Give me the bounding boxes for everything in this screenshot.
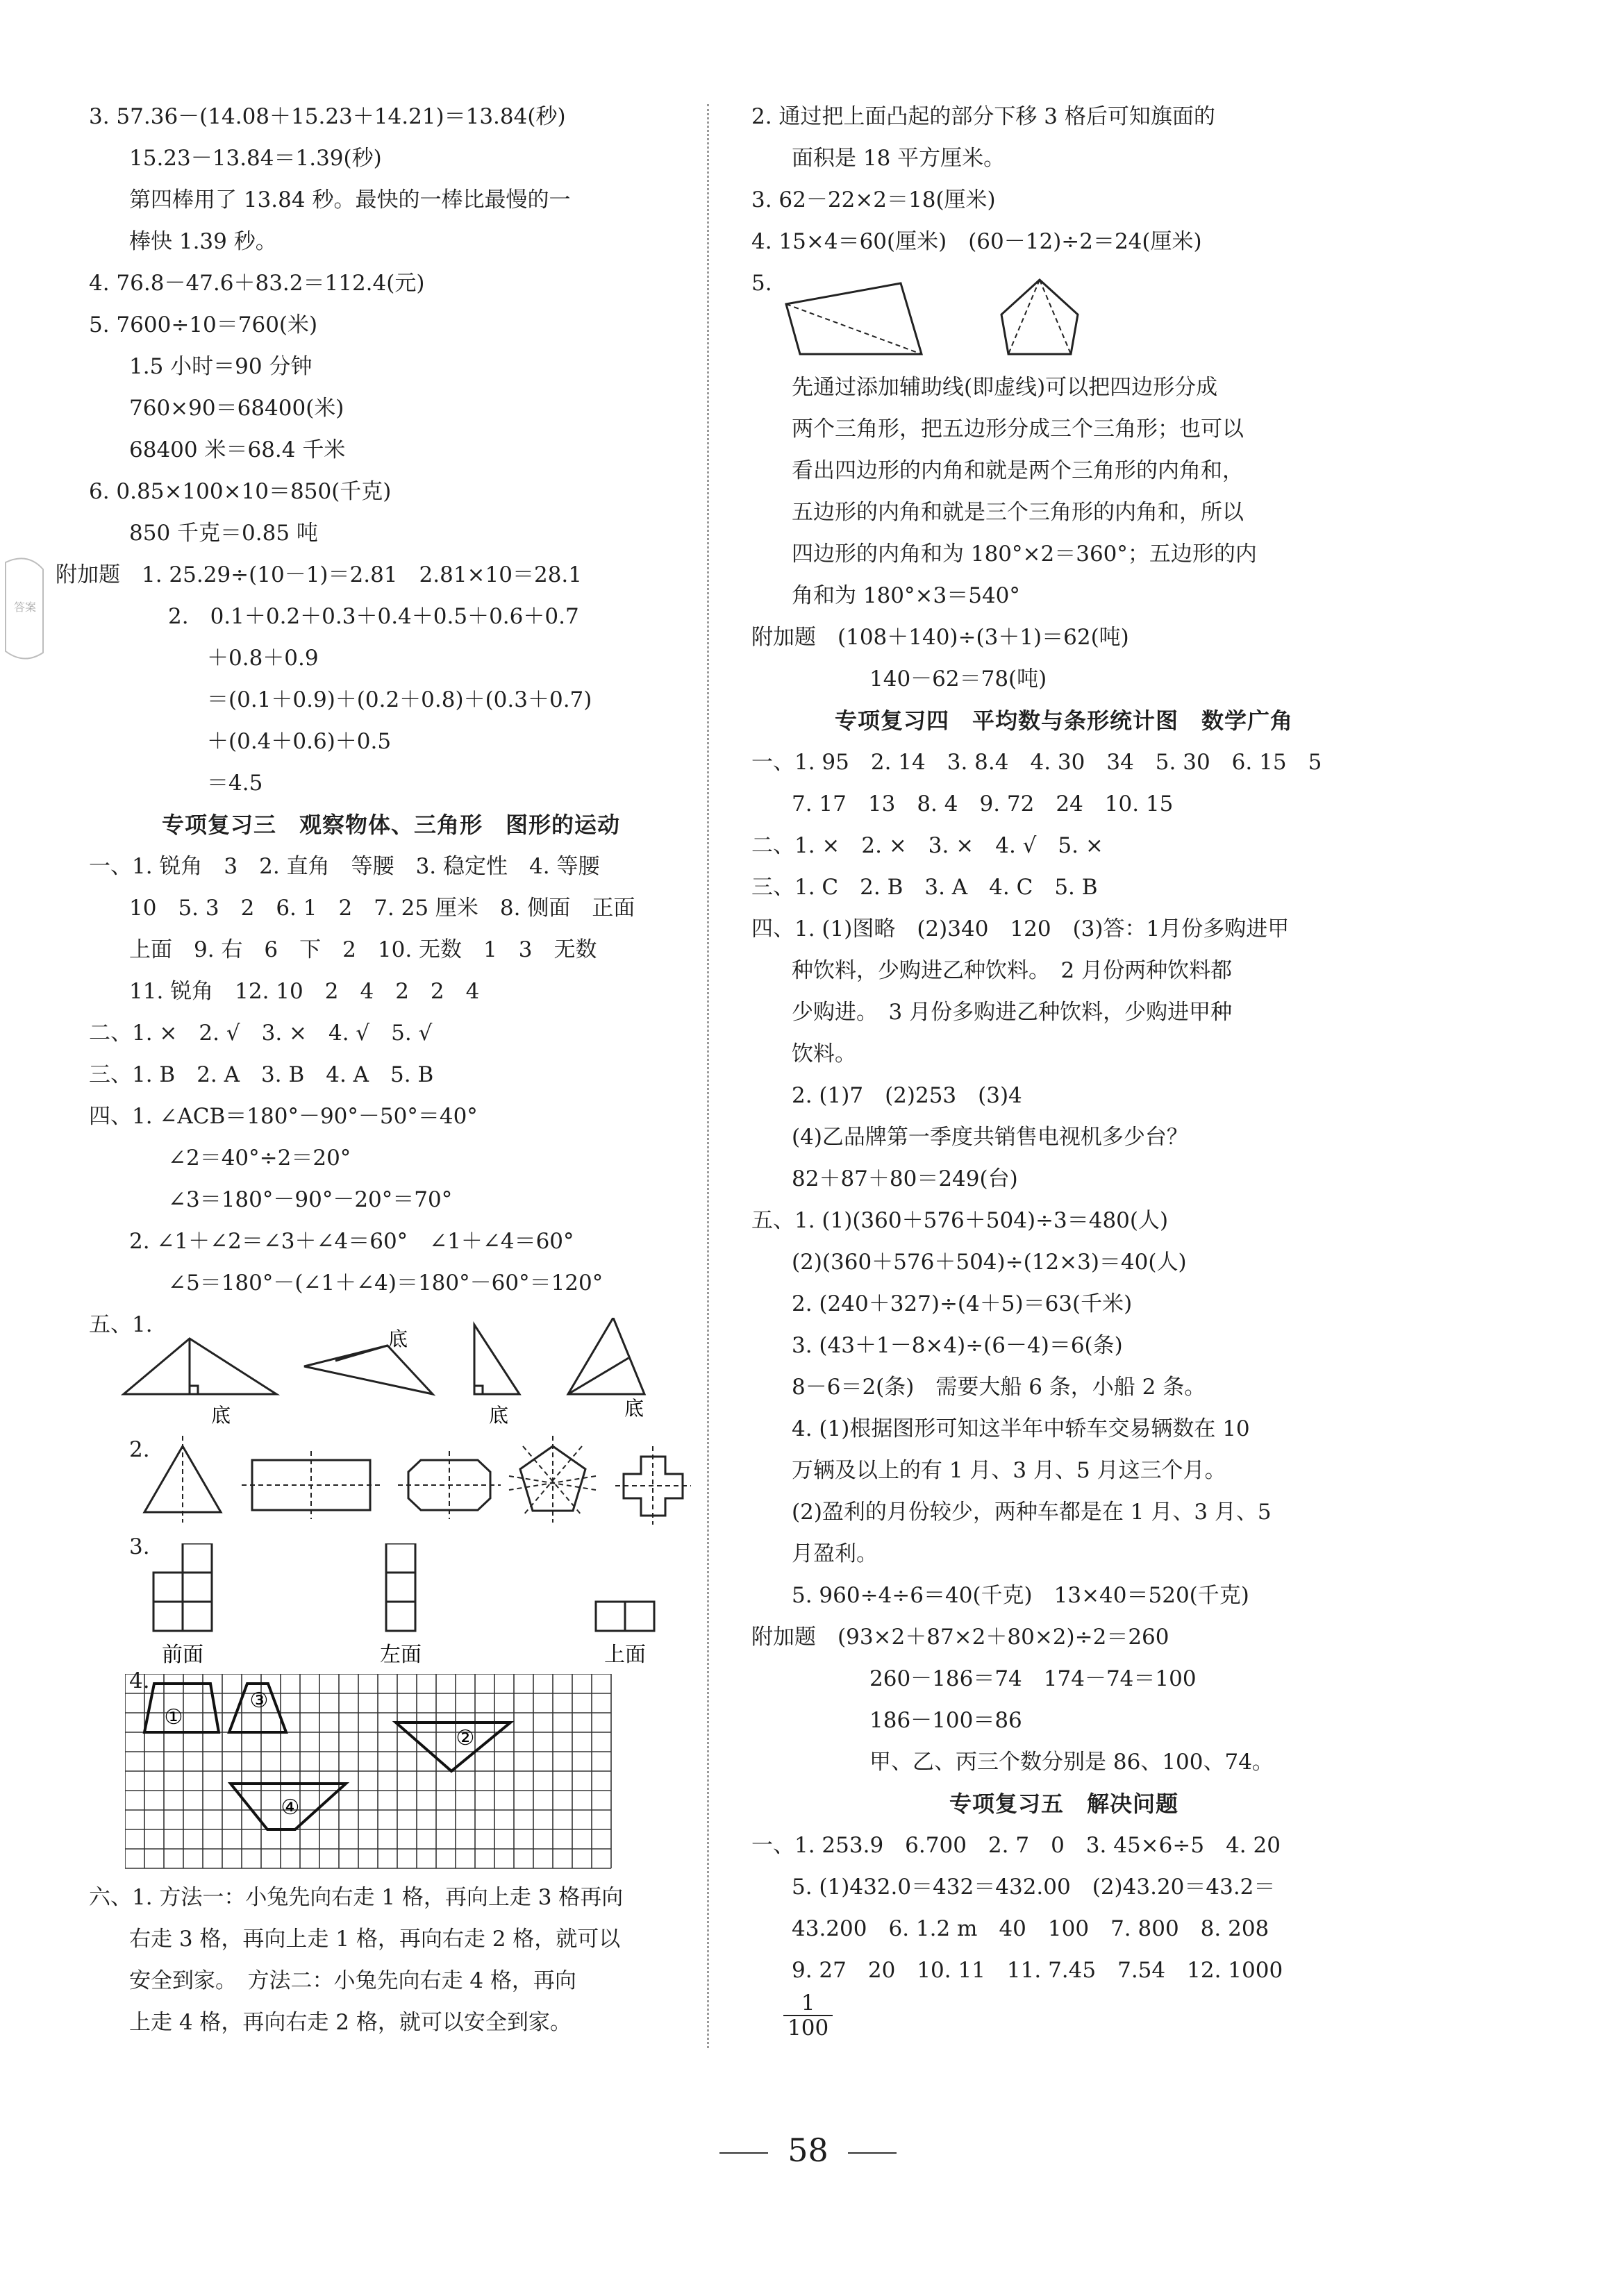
figure-label: 3. (129, 1534, 150, 1559)
answer-line: 68400 米＝68.4 千米 (129, 437, 346, 462)
views-svg (117, 1543, 693, 1668)
figure-triangle-heights (89, 1304, 693, 1429)
page-number-text: 58 (788, 2131, 828, 2169)
answer-line: 2. 通过把上面凸起的部分下移 3 格后可知旗面的 (751, 104, 1215, 129)
column-divider (707, 104, 709, 2048)
extra-question-line: 186－100＝86 (869, 1708, 1022, 1733)
extra-question-line: 甲、乙、丙三个数分别是 86、100、74。 (869, 1750, 1274, 1775)
answer-line: 上走 4 格，再向右走 2 格，就可以安全到家。 (129, 2010, 572, 2035)
answer-line: 2. (240＋327)÷(4＋5)＝63(千米) (792, 1291, 1133, 1316)
figure-symmetry (89, 1429, 693, 1526)
answer-line: 5. 960÷4÷6＝40(千克) 13×40＝520(千克) (792, 1583, 1249, 1608)
answer-line: 二、1. × 2. √ 3. × 4. √ 5. √ (89, 1021, 433, 1046)
extra-question-line: 附加题 (108＋140)÷(3＋1)＝62(吨) (751, 625, 1129, 650)
answer-line: 3. (43＋1－8×4)÷(6－4)＝6(条) (792, 1333, 1123, 1358)
answer-line: 9. 27 20 10. 11 11. 7.45 7.54 12. 1000 (792, 1958, 1283, 1983)
figure-grid (89, 1668, 693, 1877)
section-title-4: 专项复习四 平均数与条形统计图 数学广角 (834, 707, 1293, 734)
figure-polygons (751, 262, 1376, 367)
answer-line: 2. (1)7 (2)253 (3)4 (792, 1083, 1022, 1108)
answer-line: ∠3＝180°－90°－20°＝70° (168, 1187, 453, 1212)
answer-line: 六、1. 方法一：小兔先向右走 1 格，再向上走 3 格再向 (89, 1885, 624, 1910)
answer-line: 4. 15×4＝60(厘米) (60－12)÷2＝24(厘米) (751, 229, 1202, 254)
answer-line: 一、1. 95 2. 14 3. 8.4 4. 30 34 5. 30 6. 15 5 (751, 750, 1322, 775)
answer-line: 760×90＝68400(米) (129, 396, 344, 421)
answer-line: 7. 17 13 8. 4 9. 72 24 10. 15 (792, 791, 1174, 816)
shape-label-1: ① (164, 1705, 183, 1729)
answer-line: 一、1. 253.9 6.700 2. 7 0 3. 45×6÷5 4. 20 (751, 1833, 1281, 1858)
answer-line: 少购进。 3 月份多购进乙种饮料，少购进甲种 (792, 1000, 1233, 1025)
answer-line: (2)盈利的月份较少，两种车都是在 1 月、3 月、5 (792, 1500, 1272, 1525)
answer-line: 两个三角形，把五边形分成三个三角形；也可以 (792, 417, 1244, 442)
shape-label-3: ③ (249, 1689, 269, 1713)
answer-line: (4)乙品牌第一季度共销售电视机多少台？ (792, 1125, 1188, 1150)
answer-line: 一、1. 锐角 3 2. 直角 等腰 3. 稳定性 4. 等腰 (89, 854, 600, 879)
triangle-2 (304, 1346, 433, 1394)
page-number (0, 2131, 1616, 2169)
base-label: 底 (388, 1327, 408, 1350)
answer-line: 面积是 18 平方厘米。 (792, 146, 1006, 171)
base-label: 底 (210, 1404, 231, 1427)
answer-line: 五边形的内角和就是三个三角形的内角和，所以 (792, 500, 1244, 525)
answer-line: 5. 7600÷10＝760(米) (89, 312, 318, 337)
view-label-front: 前面 (162, 1643, 203, 1667)
answer-line: 月盈利。 (792, 1541, 878, 1566)
shape-2 (396, 1723, 510, 1771)
answer-line: 五、1. (1)(360＋576＋504)÷3＝480(人) (751, 1208, 1169, 1233)
stamp-text: 答案 (13, 601, 37, 614)
answer-line: 1.5 小时＝90 分钟 (129, 354, 313, 379)
stamp-mark (0, 548, 49, 667)
shape-label-2: ② (456, 1726, 475, 1750)
figure-label: 五、1. (89, 1312, 153, 1337)
answer-line: 三、1. B 2. A 3. B 4. A 5. B (89, 1062, 434, 1087)
answer-line: ∠5＝180°－(∠1＋∠4)＝180°－60°＝120° (168, 1271, 603, 1296)
answer-line: 5. (1)432.0＝432＝432.00 (2)43.20＝43.2＝ (792, 1875, 1276, 1900)
answer-line: 6. 0.85×100×10＝850(千克) (89, 479, 392, 504)
fraction (783, 1991, 833, 2040)
answer-line: 先通过添加辅助线(即虚线)可以把四边形分成 (792, 375, 1218, 400)
answer-line: ∠2＝40°÷2＝20° (168, 1146, 351, 1171)
triangles-svg (117, 1318, 693, 1429)
figure-views (89, 1526, 693, 1668)
base-label: 底 (488, 1404, 509, 1427)
polygons-svg (779, 276, 1126, 367)
answer-line: 种饮料，少购进乙种饮料。 2 月份两种饮料都 (792, 958, 1233, 983)
extra-question-line: ＝4.5 (207, 771, 263, 796)
section-title-3: 专项复习三 观察物体、三角形 图形的运动 (161, 812, 620, 838)
answer-line: 3. 62－22×2＝18(厘米) (751, 187, 996, 212)
right-column (751, 96, 1376, 2040)
answer-line: 看出四边形的内角和就是两个三角形的内角和， (792, 458, 1244, 483)
answer-line: 右走 3 格，再向上走 1 格，再向右走 2 格，就可以 (129, 1927, 621, 1952)
answer-line: 2. ∠1＋∠2＝∠3＋∠4＝60° ∠1＋∠4＝60° (129, 1229, 574, 1254)
answer-line: 15.23－13.84＝1.39(秒) (129, 146, 382, 171)
triangle-1 (124, 1339, 276, 1394)
answer-line: 4. 76.8－47.6＋83.2＝112.4(元) (89, 271, 425, 296)
answer-line: 43.200 6. 1.2 m 40 100 7. 800 8. 208 (792, 1916, 1269, 1941)
answer-line: 四边形的内角和为 180°×2＝360°；五边形的内 (792, 542, 1257, 567)
fraction-denominator: 100 (788, 2016, 829, 2041)
answer-line: 棒快 1.39 秒。 (129, 229, 277, 254)
extra-question-line: ＋(0.4＋0.6)＋0.5 (207, 729, 392, 754)
view-label-top: 上面 (604, 1643, 646, 1667)
triangle-3 (474, 1325, 519, 1394)
answer-line: 8－6＝2(条) 需要大船 6 条，小船 2 条。 (792, 1375, 1206, 1400)
view-label-left: 左面 (380, 1643, 422, 1667)
extra-question-line: 附加题 1. 25.29÷(10－1)＝2.81 2.81×10＝28.1 (56, 562, 583, 587)
answer-line: 82＋87＋80＝249(台) (792, 1166, 1018, 1191)
shape-label-4: ④ (281, 1795, 300, 1820)
grid-svg (125, 1674, 653, 1872)
symmetry-svg (117, 1436, 693, 1526)
figure-label: 4. (129, 1668, 150, 1693)
extra-question-line: 2. 0.1＋0.2＋0.3＋0.4＋0.5＋0.6＋0.7 (168, 604, 579, 629)
extra-question-line: ＋0.8＋0.9 (207, 646, 319, 671)
answer-line: 三、1. C 2. B 3. A 4. C 5. B (751, 875, 1098, 900)
answer-line: 角和为 180°×3＝540° (792, 583, 1020, 608)
figure-label: 2. (129, 1437, 150, 1462)
answer-line: 上面 9. 右 6 下 2 10. 无数 1 3 无数 (129, 937, 597, 962)
answer-line: 10 5. 3 2 6. 1 2 7. 25 厘米 8. 侧面 正面 (129, 896, 635, 921)
extra-question-line: ＝(0.1＋0.9)＋(0.2＋0.8)＋(0.3＋0.7) (207, 687, 592, 712)
extra-question-line: 260－186＝74 174－74＝100 (869, 1666, 1197, 1691)
base-label: 底 (624, 1397, 644, 1420)
answer-line: 3. 57.36－(14.08＋15.23＋14.21)＝13.84(秒) (89, 104, 566, 129)
answer-line: 第四棒用了 13.84 秒。最快的一棒比最慢的一 (129, 187, 571, 212)
answer-line: 万辆及以上的有 1 月、3 月、5 月这三个月。 (792, 1458, 1226, 1483)
answer-line: (2)(360＋576＋504)÷(12×3)＝40(人) (792, 1250, 1187, 1275)
section-title-5: 专项复习五 解决问题 (949, 1791, 1178, 1817)
left-column (56, 96, 693, 2043)
extra-question-line: 140－62＝78(吨) (869, 667, 1047, 692)
answer-line: 二、1. × 2. × 3. × 4. √ 5. × (751, 833, 1103, 858)
quadrilateral (786, 283, 922, 354)
figure-label: 5. (751, 271, 772, 296)
fraction-numerator: 1 (783, 1991, 833, 2016)
answer-line: 四、1. ∠ACB＝180°－90°－50°＝40° (89, 1104, 478, 1129)
extra-question-line: 附加题 (93×2＋87×2＋80×2)÷2＝260 (751, 1625, 1169, 1650)
fraction-line (751, 1991, 1376, 2040)
answer-line: 11. 锐角 12. 10 2 4 2 2 4 (129, 979, 480, 1004)
answer-line: 四、1. (1)图略 (2)340 120 (3)答：1月份多购进甲 (751, 916, 1290, 941)
answer-line: 4. (1)根据图形可知这半年中轿车交易辆数在 10 (792, 1416, 1250, 1441)
answer-line: 饮料。 (792, 1041, 856, 1066)
answer-line: 850 千克＝0.85 吨 (129, 521, 318, 546)
triangle-4 (568, 1318, 644, 1394)
answer-line: 安全到家。 方法二：小兔先向右走 4 格，再向 (129, 1968, 576, 1993)
